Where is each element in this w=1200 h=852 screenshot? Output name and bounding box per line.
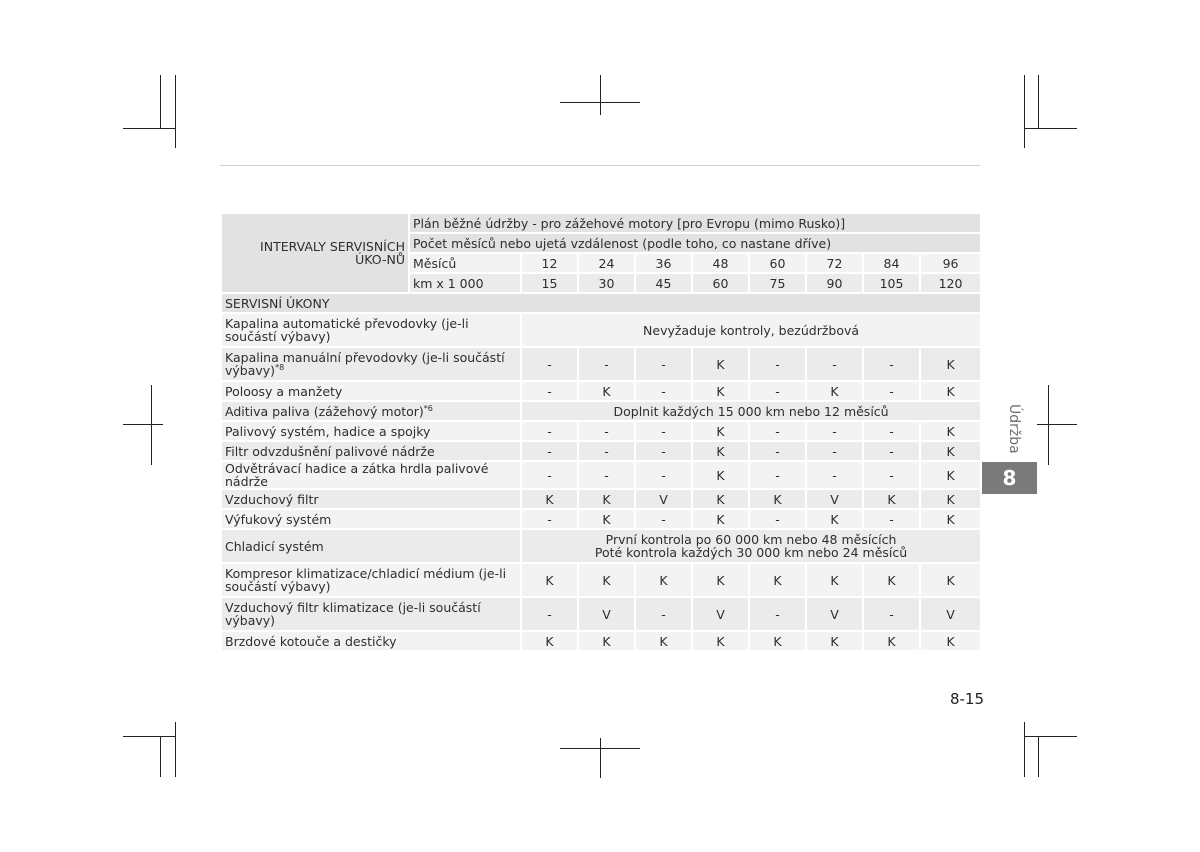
chapter-tab [982,462,1037,494]
interval-cell: - [521,347,578,381]
crop-mark [1037,424,1077,425]
interval-cell: - [635,597,692,631]
interval-cell: K [806,509,863,529]
service-item-text: Výfukový systém [225,511,332,527]
interval-cell: - [635,441,692,461]
crop-mark [600,75,601,115]
km-value: 105 [863,273,920,293]
interval-cell: - [749,381,806,401]
interval-cell: K [692,489,749,509]
merged-interval-text: Doplnit každých 15 000 km nebo 12 měsíců [613,403,889,419]
interval-cell: - [521,597,578,631]
interval-cell: K [863,489,920,509]
interval-cell: - [806,421,863,441]
km-value: 90 [806,273,863,293]
interval-cell: - [635,509,692,529]
maintenance-schedule-table [220,212,982,652]
interval-cell: - [806,347,863,381]
interval-cell: - [578,347,635,381]
interval-cell: - [806,441,863,461]
interval-cell: K [806,631,863,651]
interval-cell: - [578,461,635,489]
interval-cell: K [521,489,578,509]
merged-interval-text: První kontrola po 60 000 km nebo 48 měsících [605,532,897,547]
km-label: km x 1 000 [409,273,521,293]
interval-cell: K [920,563,981,597]
section-row [221,293,981,313]
merged-interval-text: Poté kontrola každých 30 000 km nebo 24 měsíců [594,545,908,560]
interval-cell: K [863,631,920,651]
footnote-ref: *6 [423,403,433,413]
interval-cell: K [578,489,635,509]
service-row [221,347,981,381]
crop-mark [175,722,176,777]
service-row [221,461,981,489]
service-row [221,597,981,631]
interval-cell: - [521,381,578,401]
interval-cell: K [749,563,806,597]
interval-cell: K [806,381,863,401]
interval-cell: K [920,489,981,509]
service-row [221,529,981,563]
merged-interval-text: Nevyžaduje kontroly, bezúdržbová [643,322,860,338]
service-item-label [221,631,521,651]
service-item-text: Kompresor klimatizace/chladicí médium (je-li součástí výbavy) [225,566,507,594]
side-tab-label: Údržba [1006,404,1022,454]
km-value: 120 [920,273,981,293]
service-item-label [221,489,521,509]
interval-cell: V [578,597,635,631]
interval-cell: V [635,489,692,509]
interval-cell: V [920,597,981,631]
service-item-text: Chladicí systém [225,538,324,554]
header-rule [220,165,980,166]
interval-cell: K [578,563,635,597]
interval-cell: V [806,489,863,509]
interval-cell: K [692,441,749,461]
interval-cell: - [749,421,806,441]
interval-cell: - [749,347,806,381]
service-item-text: Vzduchový filtr [225,491,319,507]
km-value: 15 [521,273,578,293]
interval-cell: - [863,461,920,489]
months-label: Měsíců [409,253,521,273]
service-item-text: Poloosy a manžety [225,383,343,399]
interval-cell: - [578,441,635,461]
service-row [221,489,981,509]
service-item-label [221,347,521,381]
interval-cell: - [863,381,920,401]
header-row-plan [221,213,981,233]
interval-cell: K [920,631,981,651]
month-value: 84 [863,253,920,273]
interval-cell: K [692,461,749,489]
interval-cell: - [578,421,635,441]
crop-mark [1048,385,1049,465]
interval-cell: K [806,563,863,597]
merged-interval-cell [521,529,981,563]
interval-cell: K [920,381,981,401]
km-value: 75 [749,273,806,293]
page-number: 8-15 [949,690,984,708]
interval-cell: K [635,563,692,597]
interval-cell: K [692,381,749,401]
service-row [221,313,981,347]
service-item-text: Kapalina automatické převodovky (je-li součástí výbavy) [225,316,469,344]
service-item-label [221,313,521,347]
interval-cell: K [920,421,981,441]
crop-mark [123,424,163,425]
interval-cell: K [578,509,635,529]
service-item-label [221,563,521,597]
interval-cell: - [863,421,920,441]
chapter-number: 8 [1002,466,1017,490]
interval-cell: - [749,509,806,529]
crop-mark [1024,75,1025,148]
interval-cell: - [521,441,578,461]
interval-cell: K [920,509,981,529]
crop-mark [160,736,161,777]
crop-mark [600,738,601,778]
service-item-label [221,461,521,489]
interval-cell: K [863,563,920,597]
crop-mark [1038,75,1039,128]
service-item-label [221,381,521,401]
service-item-text: Odvětrávací hadice a zátka hrdla palivové nádrže [225,461,489,489]
interval-cell: K [578,381,635,401]
service-item-text: Filtr odvzdušnění palivové nádrže [225,443,435,459]
plan-title: Plán běžné údržby - pro zážehové motory [pro Evropu (mimo Rusko)] [409,213,981,233]
service-row [221,381,981,401]
interval-cell: - [635,421,692,441]
service-row [221,421,981,441]
month-value: 72 [806,253,863,273]
merged-interval-cell [521,313,981,347]
month-value: 48 [692,253,749,273]
crop-mark [1025,128,1077,129]
interval-cell: K [749,489,806,509]
footnote-ref: *8 [275,362,285,372]
interval-cell: - [635,347,692,381]
month-value: 60 [749,253,806,273]
interval-cell: - [635,461,692,489]
section-label: SERVISNÍ ÚKONY [221,293,981,313]
crop-mark [175,75,176,148]
service-item-text: Vzduchový filtr klimatizace (je-li součástí výbavy) [225,600,481,628]
service-row [221,631,981,651]
service-item-text: Kapalina manuální převodovky (je-li součástí výbavy) [225,350,505,378]
interval-cell: - [635,381,692,401]
interval-cell: - [521,421,578,441]
crop-mark [1024,722,1025,777]
crop-mark [1025,736,1077,737]
interval-cell: - [749,461,806,489]
interval-cell: - [863,597,920,631]
service-item-label [221,421,521,441]
interval-cell: V [692,597,749,631]
service-row [221,401,981,421]
service-item-text: Brzdové kotouče a destičky [225,633,397,649]
interval-cell: K [692,631,749,651]
interval-note: Počet měsíců nebo ujetá vzdálenost (podle toho, co nastane dříve) [409,233,981,253]
interval-cell: K [749,631,806,651]
interval-cell: K [920,347,981,381]
interval-cell: K [521,563,578,597]
month-value: 96 [920,253,981,273]
interval-cell: - [806,461,863,489]
service-item-text: Aditiva paliva (zážehový motor) [225,403,424,419]
interval-cell: K [578,631,635,651]
merged-interval-cell [521,401,981,421]
intervals-label: INTERVALY SERVISNÍCH ÚKO-NŮ [221,213,409,293]
service-item-label [221,509,521,529]
crop-mark [160,75,161,128]
month-value: 12 [521,253,578,273]
interval-cell: V [806,597,863,631]
service-item-label [221,597,521,631]
interval-cell: K [635,631,692,651]
interval-cell: K [521,631,578,651]
crop-mark [1038,736,1039,777]
interval-cell: - [863,347,920,381]
service-row [221,509,981,529]
interval-cell: K [692,509,749,529]
interval-cell: - [749,441,806,461]
service-row [221,441,981,461]
service-item-text: Palivový systém, hadice a spojky [225,423,431,439]
service-item-label [221,441,521,461]
km-value: 45 [635,273,692,293]
interval-cell: K [920,441,981,461]
km-value: 30 [578,273,635,293]
interval-cell: K [692,563,749,597]
interval-cell: - [521,509,578,529]
service-row [221,563,981,597]
interval-cell: - [749,597,806,631]
crop-mark [123,128,175,129]
month-value: 24 [578,253,635,273]
interval-cell: K [920,461,981,489]
interval-cell: - [521,461,578,489]
km-value: 60 [692,273,749,293]
service-item-label [221,401,521,421]
service-item-label [221,529,521,563]
interval-cell: K [692,421,749,441]
interval-cell: - [863,509,920,529]
interval-cell: - [863,441,920,461]
crop-mark [151,385,152,465]
interval-cell: K [692,347,749,381]
crop-mark [123,736,175,737]
month-value: 36 [635,253,692,273]
